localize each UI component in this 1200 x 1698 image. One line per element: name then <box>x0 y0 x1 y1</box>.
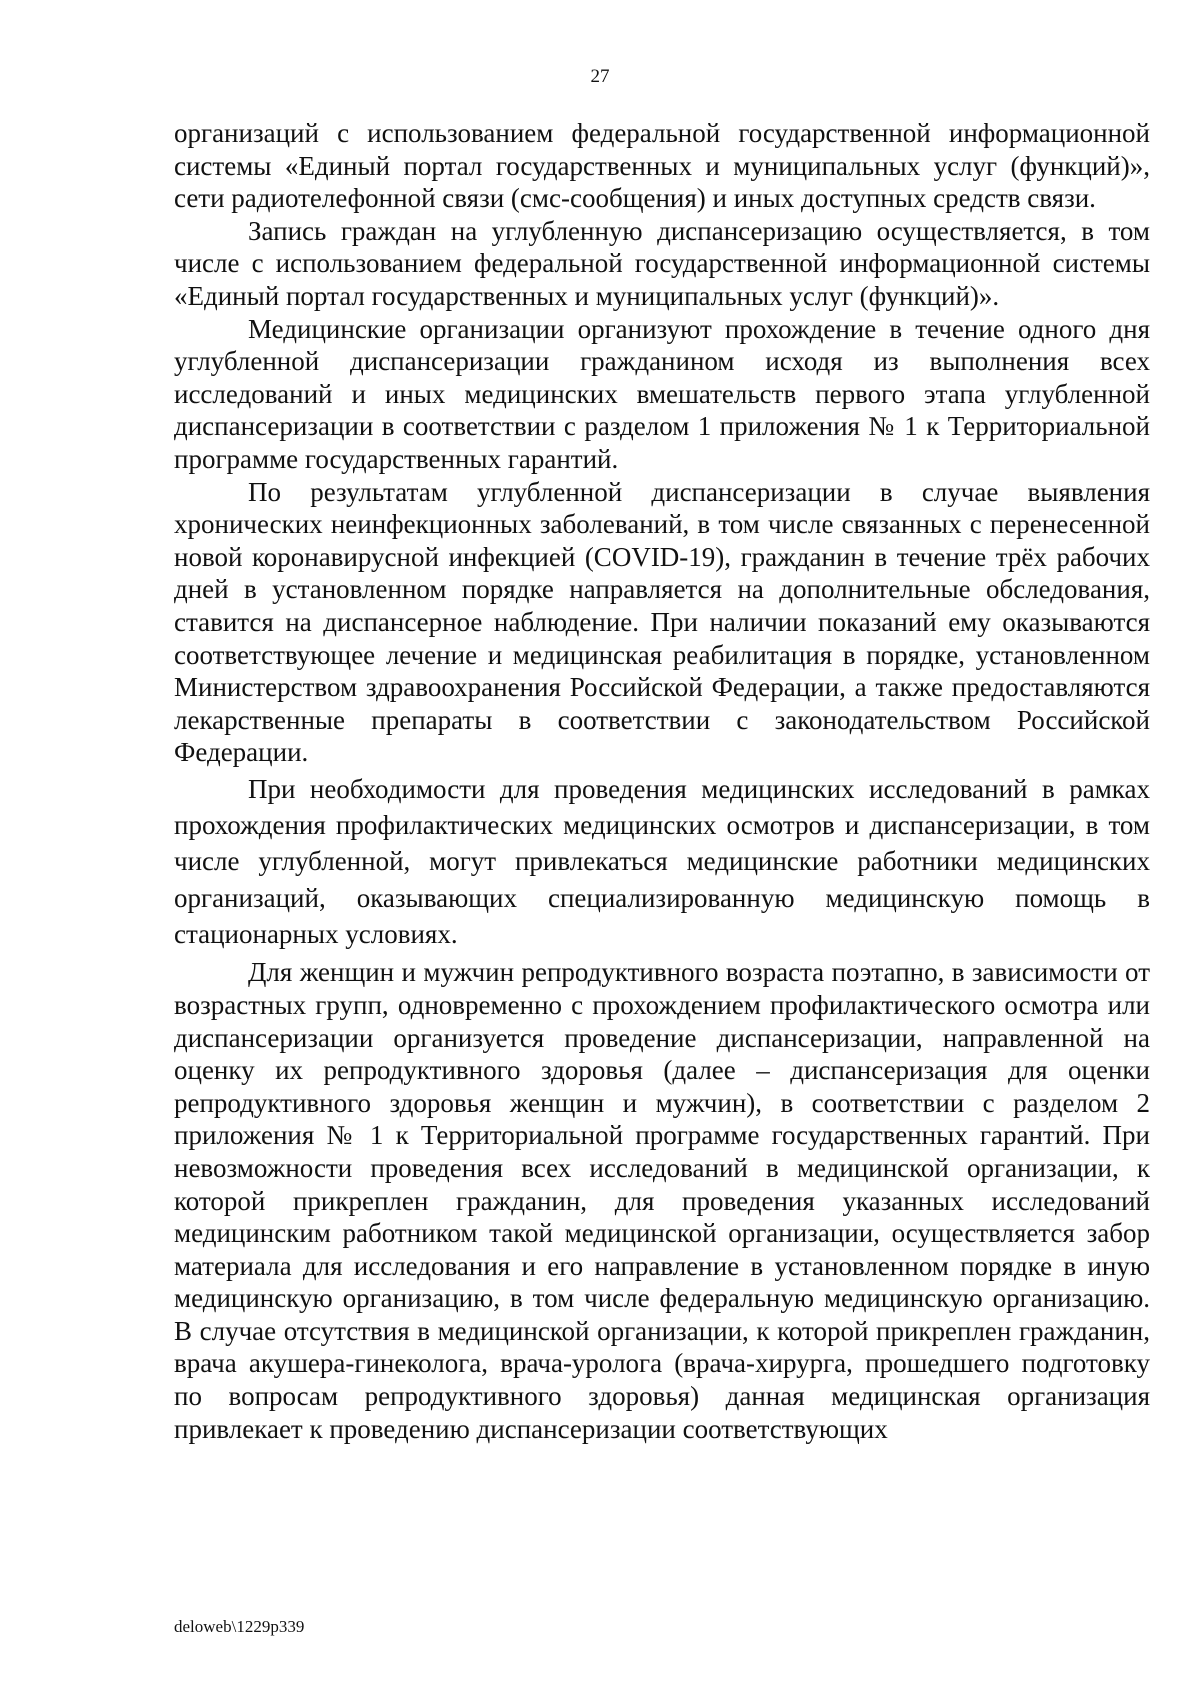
paragraph-appointment: Запись граждан на углубленную диспансеризацию осуществляется, в том числе с использованием федеральной государственной информационной системы «Единый портал государственных и муниципальных услуг (функций)». <box>174 215 1150 311</box>
paragraph-exam-results: По результатам углубленной диспансеризации в случае выявления хронических неинфекционных заболеваний, в том числе связанных с перенесенной новой коронавирусной инфекцией (COVID-19), гражданин в течение трёх рабочих дней в установленном порядке направляется на дополнительные обследования, ставится на диспансерное наблюдение. При наличии показаний ему оказываются соответствующее лечение и медицинская реабилитация в порядке, установленном Министерством здравоохранения Российской Федерации, а также предоставляются лекарственные препараты в соответствии с законодательством Российской Федерации. <box>174 476 1150 768</box>
paragraph-involved-staff: При необходимости для проведения медицинских исследований в рамках прохождения профилактических медицинских осмотров и диспансеризации, в том числе углубленной, могут привлекаться медицинские работники медицинских организаций, оказывающих специализированную медицинскую помощь в стационарных условиях. <box>174 773 1150 950</box>
paragraph-one-day-exam: Медицинские организации организуют прохождение в течение одного дня углубленной диспансеризации гражданином исходя из выполнения всех исследований и иных медицинских вмешательств первого этапа углубленной диспансеризации в соответствии с разделом 1 приложения № 1 к Территориальной программе государственных гарантий. <box>174 313 1150 474</box>
footer-document-code: deloweb\1229p339 <box>174 1617 305 1636</box>
paragraph-reproductive-health: Для женщин и мужчин репродуктивного возраста поэтапно, в зависимости от возрастных групп, одновременно с прохождением профилактического осмотра или диспансеризации организуется проведение диспансеризации, направленной на оценку их репродуктивного здоровья (далее – диспансеризация для оценки репродуктивного здоровья женщин и мужчин), в соответствии с разделом 2 приложения № 1 к Территориальной программе государственных гарантий. При невозможности проведения всех исследований в медицинской организации, к которой прикреплен гражданин, для проведения указанных исследований медицинским работником такой медицинской организации, осуществляется забор материала для исследования и его направление в установленном порядке в иную медицинскую организацию, в том числе федеральную медицинскую организацию. В случае отсутствия в медицинской организации, к которой прикреплен гражданин, врача акушера-гинеколога, врача-уролога (врача-хирурга, прошедшего подготовку по вопросам репродуктивного здоровья) данная медицинская организация привлекает к проведению диспансеризации соответствующих <box>174 957 1150 1444</box>
page-number: 27 <box>590 66 610 87</box>
paragraph-continuation: организаций с использованием федеральной государственной информационной системы «Единый портал государственных и муниципальных услуг (функций)», сети радиотелефонной связи (смс-сообщения) и иных доступных средств связи. <box>174 118 1150 214</box>
document-body <box>174 117 1150 1445</box>
